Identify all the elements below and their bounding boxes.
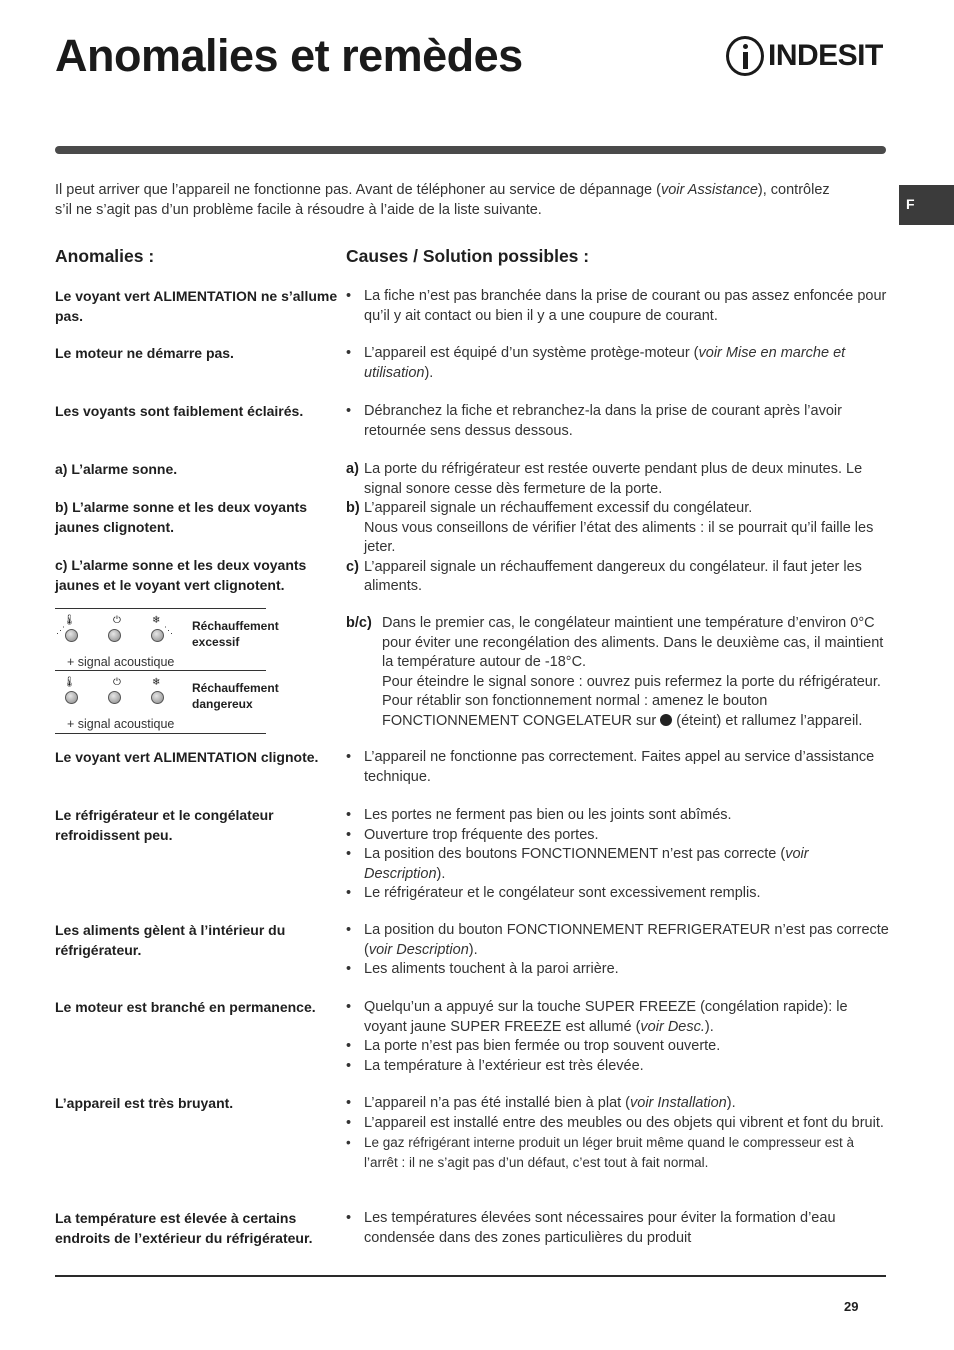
- off-position-icon: [660, 714, 672, 726]
- brand-name: INDESIT: [768, 39, 883, 72]
- led-yellow-left: [65, 691, 78, 704]
- intro-paragraph: Il peut arriver que l’appareil ne fonctionne pas. Avant de téléphoner au service de dépannage (voir Assistance), contrôlez s’il ne s’agit pas d’un problème facile à résoudre à l’aide de la liste suivante.: [55, 182, 830, 218]
- page-number: 29: [844, 1299, 859, 1314]
- panel-note: + signal acoustique: [67, 655, 175, 669]
- brand-logo: [726, 34, 883, 78]
- snowflake-icon: ❄: [152, 677, 161, 688]
- cause-noisy: • L’appareil n’a pas été installé bien à plat (voir Installation). • L’appareil est installé entre des meubles ou des objets qui vibrent et font du bruit. • Le gaz réfrigérant interne produit un léger bruit même quand le compresseur est à l’arrêt : il ne s’agit pas d’un défaut, c’est tout à fait normal.: [346, 1094, 891, 1172]
- problem-alarm-a: a) L’alarme sonne.: [55, 461, 178, 477]
- power-icon: ⏻: [113, 615, 121, 626]
- anomalies-heading: Anomalies :: [55, 246, 155, 266]
- header-divider: [55, 146, 886, 154]
- problem-motor-always-on: Le moteur est branché en permanence.: [55, 999, 316, 1015]
- cause-food-freezes: • La position du bouton FONCTIONNEMENT REFRIGERATEUR n’est pas correcte (voir Description). • Les aliments touchent à la paroi arrière.: [346, 921, 891, 980]
- cause-power-led-blinks: • L’appareil ne fonctionne pas correctement. Faites appel au service d’assistance technique.: [346, 748, 891, 787]
- led-yellow-right: [151, 691, 164, 704]
- problem-alarm-b: b) L’alarme sonne et les deux voyants jaunes clignotent.: [55, 499, 308, 535]
- led-panel-dangerous: [55, 671, 279, 734]
- intro-reference: voir Assistance: [660, 182, 758, 198]
- led-panel-excessive: 🌡 ⏻ ❄ ⋰ ⋱ Réchauffement excessif + signal acoustique: [55, 608, 266, 671]
- panel-note: + signal acoustique: [67, 717, 175, 731]
- led-yellow-left: [65, 629, 78, 642]
- cause-alarm-bc: b/c) Dans le premier cas, le congélateur maintient une température d’environ 0°C pour éviter une recongélation des aliments. Dans le deuxième cas, il maintient la température autour de -18°C. Pour éteindre le signal sonore : ouvrez puis refermez la porte du réfrigérateur. Pour rétablir son fonctionnement normal : amenez le bouton FONCTIONNEMENT CONGELATEUR sur (éteint) et rallumez l’appareil.: [346, 615, 884, 729]
- led-yellow-right: [151, 629, 164, 642]
- cause-motor-always-on: • Quelqu’un a appuyé sur la touche SUPER FREEZE (congélation rapide): le voyant jaune SUPER FREEZE est allumé (voir Desc.). • La porte n’est pas bien fermée ou trop souvent ouverte. • La température à l’extérieur est très élevée.: [346, 998, 891, 1076]
- thermometer-icon: 🌡: [63, 677, 76, 688]
- problem-alarm-c: c) L’alarme sonne et les deux voyants jaunes et le voyant vert clignotent.: [55, 557, 307, 593]
- problem-dim-leds: Les voyants sont faiblement éclairés.: [55, 403, 304, 419]
- problem-hot-exterior: La température est élevée à certains endroits de l’extérieur du réfrigérateur.: [55, 1210, 313, 1246]
- problem-weak-cooling: Le réfrigérateur et le congélateur refroidissent peu.: [55, 807, 274, 843]
- language-tab: F: [899, 185, 954, 225]
- brand-logo-icon: [726, 36, 764, 76]
- cause-power-led-off: • La fiche n’est pas branchée dans la prise de courant ou pas assez enfoncée pour qu’il y ait contact ou bien il y a une coupure de courant.: [346, 287, 891, 326]
- problem-noisy: L’appareil est très bruyant.: [55, 1095, 234, 1111]
- cause-motor-not-starting: • L’appareil est équipé d’un système protège-moteur (voir Mise en marche et utilisation).: [346, 344, 891, 383]
- cause-alarm: a) La porte du réfrigérateur est restée ouverte pendant plus de deux minutes. Le signal sonore cesse dès fermeture de la porte. b) L’appareil signale un réchauffement excessif du congélateur. Nous vous conseillons de vérifier l’état des aliments : il se pourrait qu’il faille les jeter. c) L’appareil signale un réchauffement dangereux du congélateur. il faut jeter les aliments.: [346, 461, 874, 594]
- thermometer-icon: 🌡: [63, 615, 76, 626]
- panel-label-dangerous: Réchauffement dangereux: [192, 681, 279, 711]
- problem-power-led-off: Le voyant vert ALIMENTATION ne s’allume pas.: [55, 288, 338, 324]
- page-title: Anomalies et remèdes: [55, 30, 523, 81]
- power-icon: ⏻: [113, 677, 121, 688]
- cause-weak-cooling: • Les portes ne ferment pas bien ou les joints sont abîmés. • Ouverture trop fréquente des portes. • La position des boutons FONCTIONNEMENT n’est pas correcte (voir Description). • Le réfrigérateur et le congélateur sont excessivement remplis.: [346, 806, 891, 904]
- panel-label-excessive: Réchauffement excessif: [192, 619, 279, 649]
- snowflake-icon: ❄: [152, 615, 161, 626]
- led-green: [108, 629, 121, 642]
- problem-motor-not-starting: Le moteur ne démarre pas.: [55, 345, 234, 361]
- cause-hot-exterior: • Les températures élevées sont nécessaires pour éviter la formation d’eau condensée dans des zones particulières du produit: [346, 1209, 891, 1248]
- problem-food-freezes: Les aliments gèlent à l’intérieur du réfrigérateur.: [55, 922, 286, 958]
- footer-divider: [55, 1275, 886, 1277]
- cause-dim-leds: • Débranchez la fiche et rebranchez-la dans la prise de courant après l’avoir retournée sens dessus dessous.: [346, 402, 891, 441]
- led-green: [108, 691, 121, 704]
- causes-heading: Causes / Solution possibles :: [346, 246, 590, 266]
- problem-power-led-blinks: Le voyant vert ALIMENTATION clignote.: [55, 749, 319, 765]
